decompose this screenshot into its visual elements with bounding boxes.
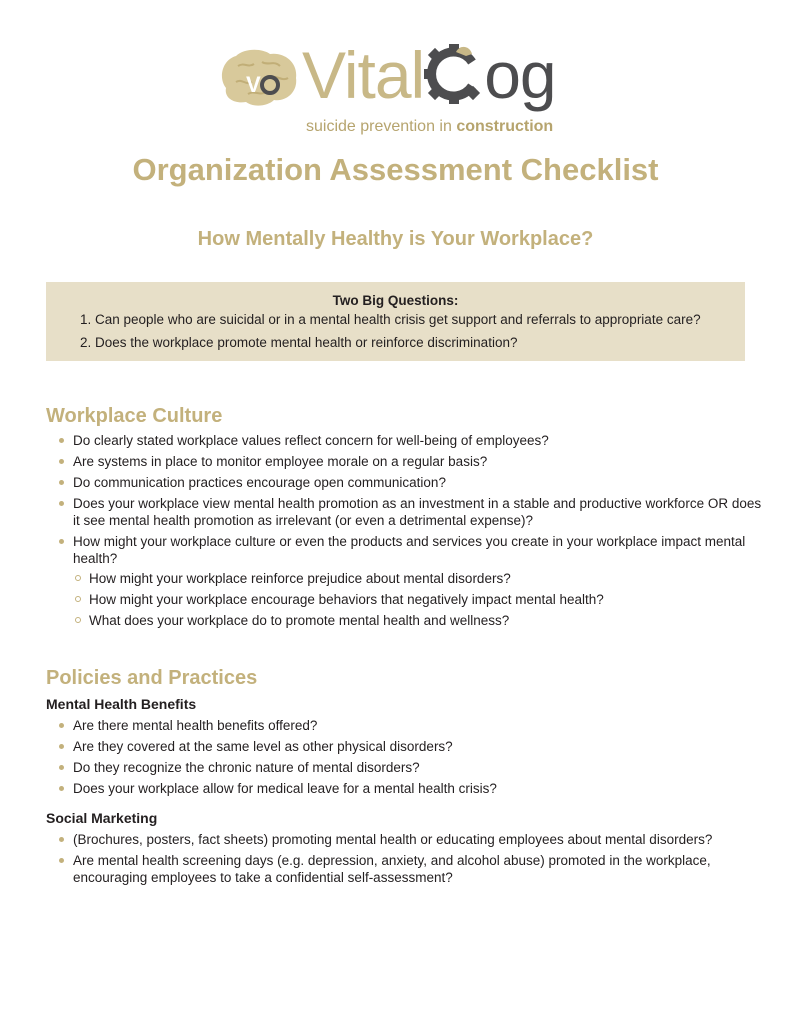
page-title: Organization Assessment Checklist — [132, 152, 659, 187]
list-item: Are systems in place to monitor employee morale on a regular basis? — [73, 453, 763, 470]
sub-list-item: How might your workplace encourage behaviors that negatively impact mental health? — [89, 591, 759, 608]
big-question-item: 2. Does the workplace promote mental health or reinforce discrimination? — [80, 335, 518, 350]
sub-list-item: How might your workplace reinforce prejudice about mental disorders? — [89, 570, 759, 587]
brain-logo-icon — [218, 48, 300, 112]
list-item: Do clearly stated workplace values reflect concern for well-being of employees? — [73, 432, 763, 449]
big-questions-heading: Two Big Questions: — [332, 293, 459, 308]
svg-text:V: V — [246, 72, 261, 97]
list-item: Are they covered at the same level as other physical disorders? — [73, 738, 763, 755]
logo-vital-text: Vital — [302, 38, 425, 112]
list-item: Do communication practices encourage open communication? — [73, 474, 763, 491]
big-questions-box — [46, 282, 745, 361]
list-item: Are mental health screening days (e.g. depression, anxiety, and alcohol abuse) promoted in the workplace, encouraging employees to take a confidential self-assessment? — [73, 852, 763, 886]
section-heading-policies: Policies and Practices — [46, 667, 258, 689]
list-item: Does your workplace view mental health promotion as an investment in a stable and productive workforce OR does it see mental health promotion as irrelevant (or even a detrimental expense)? — [73, 496, 762, 528]
list-item: Does your workplace allow for medical leave for a mental health crisis? — [73, 780, 763, 797]
logo-tagline: suicide prevention in construction — [306, 118, 554, 135]
subheading-social-marketing: Social Marketing — [46, 810, 158, 826]
vitalcog-logo — [218, 30, 578, 142]
list-item: Do they recognize the chronic nature of mental disorders? — [73, 759, 763, 776]
list-item: Are there mental health benefits offered? — [73, 717, 763, 734]
subheading-mental-health-benefits: Mental Health Benefits — [46, 696, 197, 712]
big-question-item: 1. Can people who are suicidal or in a mental health crisis get support and referrals to appropriate care? — [80, 312, 701, 327]
logo-cog-text: og — [484, 38, 556, 112]
gear-icon — [422, 42, 486, 106]
list-item: How might your workplace culture or even the products and services you create in your workplace impact mental health? — [73, 533, 763, 567]
sub-list-item: What does your workplace do to promote mental health and wellness? — [89, 612, 759, 629]
section-heading-workplace-culture: Workplace Culture — [46, 405, 223, 427]
list-item: (Brochures, posters, fact sheets) promoting mental health or educating employees about mental disorders? — [73, 831, 763, 848]
page-subtitle: How Mentally Healthy is Your Workplace? — [197, 228, 594, 250]
